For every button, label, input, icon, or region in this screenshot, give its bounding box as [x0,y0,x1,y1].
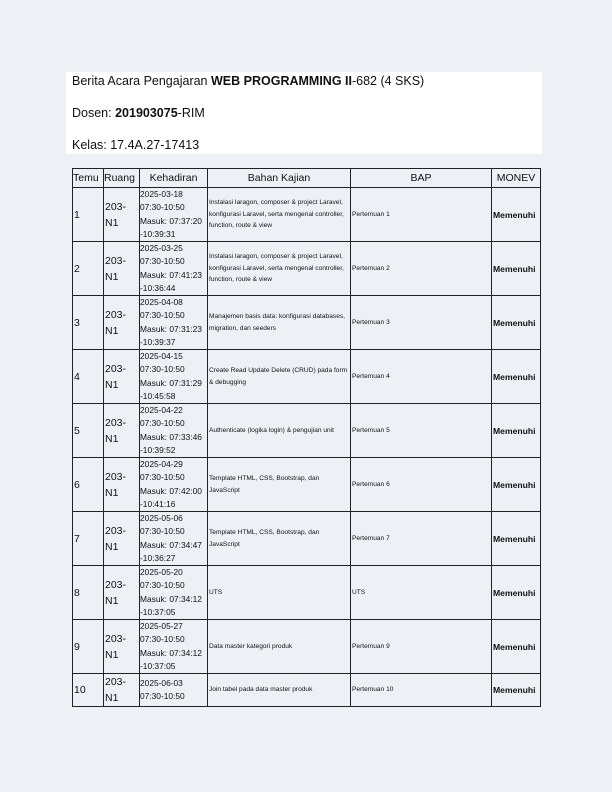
topic-cell: Manajemen basis data: konfigurasi databases, migration, dan seeders [208,296,351,350]
lecturer-code: 201903075 [115,106,178,120]
monev-status: Memenuhi [492,296,541,350]
bap-cell: Pertemuan 3 [351,296,492,350]
monev-status: Memenuhi [492,566,541,620]
bap-cell: Pertemuan 5 [351,404,492,458]
meeting-number: 6 [73,458,104,512]
document-title: Berita Acara Pengajaran WEB PROGRAMMING II-682 (4 SKS) [72,74,425,88]
attendance-cell: 2025-04-15 07:30-10:50 Masuk: 07:31:29 -10:45:58 [140,350,208,404]
bap-cell: Pertemuan 4 [351,350,492,404]
attendance-cell: 2025-05-27 07:30-10:50 Masuk: 07:34:12 -10:37:05 [140,620,208,674]
table-row [73,350,541,404]
bap-cell: Pertemuan 7 [351,512,492,566]
monev-status: Memenuhi [492,674,541,707]
class-line: Kelas: 17.4A.27-17413 [72,138,200,152]
column-header-bap: BAP [351,169,492,188]
bap-cell: Pertemuan 6 [351,458,492,512]
table-row [73,296,541,350]
table-row [73,620,541,674]
meeting-number: 9 [73,620,104,674]
attendance-table [72,168,541,707]
attendance-cell: 2025-03-18 07:30-10:50 Masuk: 07:37:20 -10:39:31 [140,188,208,242]
topic-cell: Instalasi laragon, composer & project Laravel, konfigurasi Laravel, serta mengenal controller, function, route & view [208,242,351,296]
room-cell: 203- N1 [104,620,140,674]
meeting-number: 8 [73,566,104,620]
topic-cell: Join tabel pada data master produk [208,674,351,707]
topic-cell: Template HTML, CSS, Bootstrap, dan JavaScript [208,512,351,566]
monev-status: Memenuhi [492,458,541,512]
room-cell: 203- N1 [104,188,140,242]
topic-cell: Authenticate (logika login) & pengujian unit [208,404,351,458]
table-row [73,566,541,620]
meeting-number: 1 [73,188,104,242]
column-header-ruang: Ruang [104,169,140,188]
meeting-number: 2 [73,242,104,296]
meeting-number: 10 [73,674,104,707]
room-cell: 203- N1 [104,350,140,404]
bap-cell: Pertemuan 9 [351,620,492,674]
attendance-cell: 2025-05-20 07:30-10:50 Masuk: 07:34:12 -10:37:05 [140,566,208,620]
meeting-number: 4 [73,350,104,404]
meeting-number: 7 [73,512,104,566]
attendance-cell: 2025-05-06 07:30-10:50 Masuk: 07:34:47 -10:36:27 [140,512,208,566]
room-cell: 203- N1 [104,512,140,566]
bap-cell: Pertemuan 2 [351,242,492,296]
table-row [73,188,541,242]
room-cell: 203- N1 [104,404,140,458]
course-name: WEB PROGRAMMING II [211,74,352,88]
monev-status: Memenuhi [492,188,541,242]
topic-cell: Create Read Update Delete (CRUD) pada form & debugging [208,350,351,404]
monev-status: Memenuhi [492,404,541,458]
topic-cell: UTS [208,566,351,620]
table-row [73,512,541,566]
table-row [73,458,541,512]
attendance-cell: 2025-04-22 07:30-10:50 Masuk: 07:33:46 -10:39:52 [140,404,208,458]
room-cell: 203- N1 [104,242,140,296]
column-header-temu: Temu [73,169,104,188]
meeting-number: 5 [73,404,104,458]
topic-cell: Instalasi laragon, composer & project Laravel, konfigurasi Laravel, serta mengenal controller, function, route & view [208,188,351,242]
room-cell: 203- N1 [104,296,140,350]
column-header-kehadiran: Kehadiran [140,169,208,188]
table-header-row [73,169,541,188]
column-header-monev: MONEV [492,169,541,188]
monev-status: Memenuhi [492,512,541,566]
attendance-cell: 2025-03-25 07:30-10:50 Masuk: 07:41:23 -10:36:44 [140,242,208,296]
lecturer-line: Dosen: 201903075-RIM [72,106,205,120]
meeting-number: 3 [73,296,104,350]
document-header [66,72,542,154]
monev-status: Memenuhi [492,242,541,296]
attendance-cell: 2025-04-08 07:30-10:50 Masuk: 07:31:23 -10:39:37 [140,296,208,350]
attendance-cell: 2025-06-03 07:30-10:50 [140,674,208,707]
bap-cell: Pertemuan 1 [351,188,492,242]
room-cell: 203- N1 [104,674,140,707]
topic-cell: Data master kategori produk [208,620,351,674]
table-row [73,404,541,458]
topic-cell: Template HTML, CSS, Bootstrap, dan JavaScript [208,458,351,512]
table-row [73,674,541,707]
bap-cell: Pertemuan 10 [351,674,492,707]
monev-status: Memenuhi [492,620,541,674]
bap-cell: UTS [351,566,492,620]
room-cell: 203- N1 [104,458,140,512]
table-row [73,242,541,296]
room-cell: 203- N1 [104,566,140,620]
attendance-cell: 2025-04-29 07:30-10:50 Masuk: 07:42:00 -10:41:16 [140,458,208,512]
monev-status: Memenuhi [492,350,541,404]
column-header-bahan-kajian: Bahan Kajian [208,169,351,188]
